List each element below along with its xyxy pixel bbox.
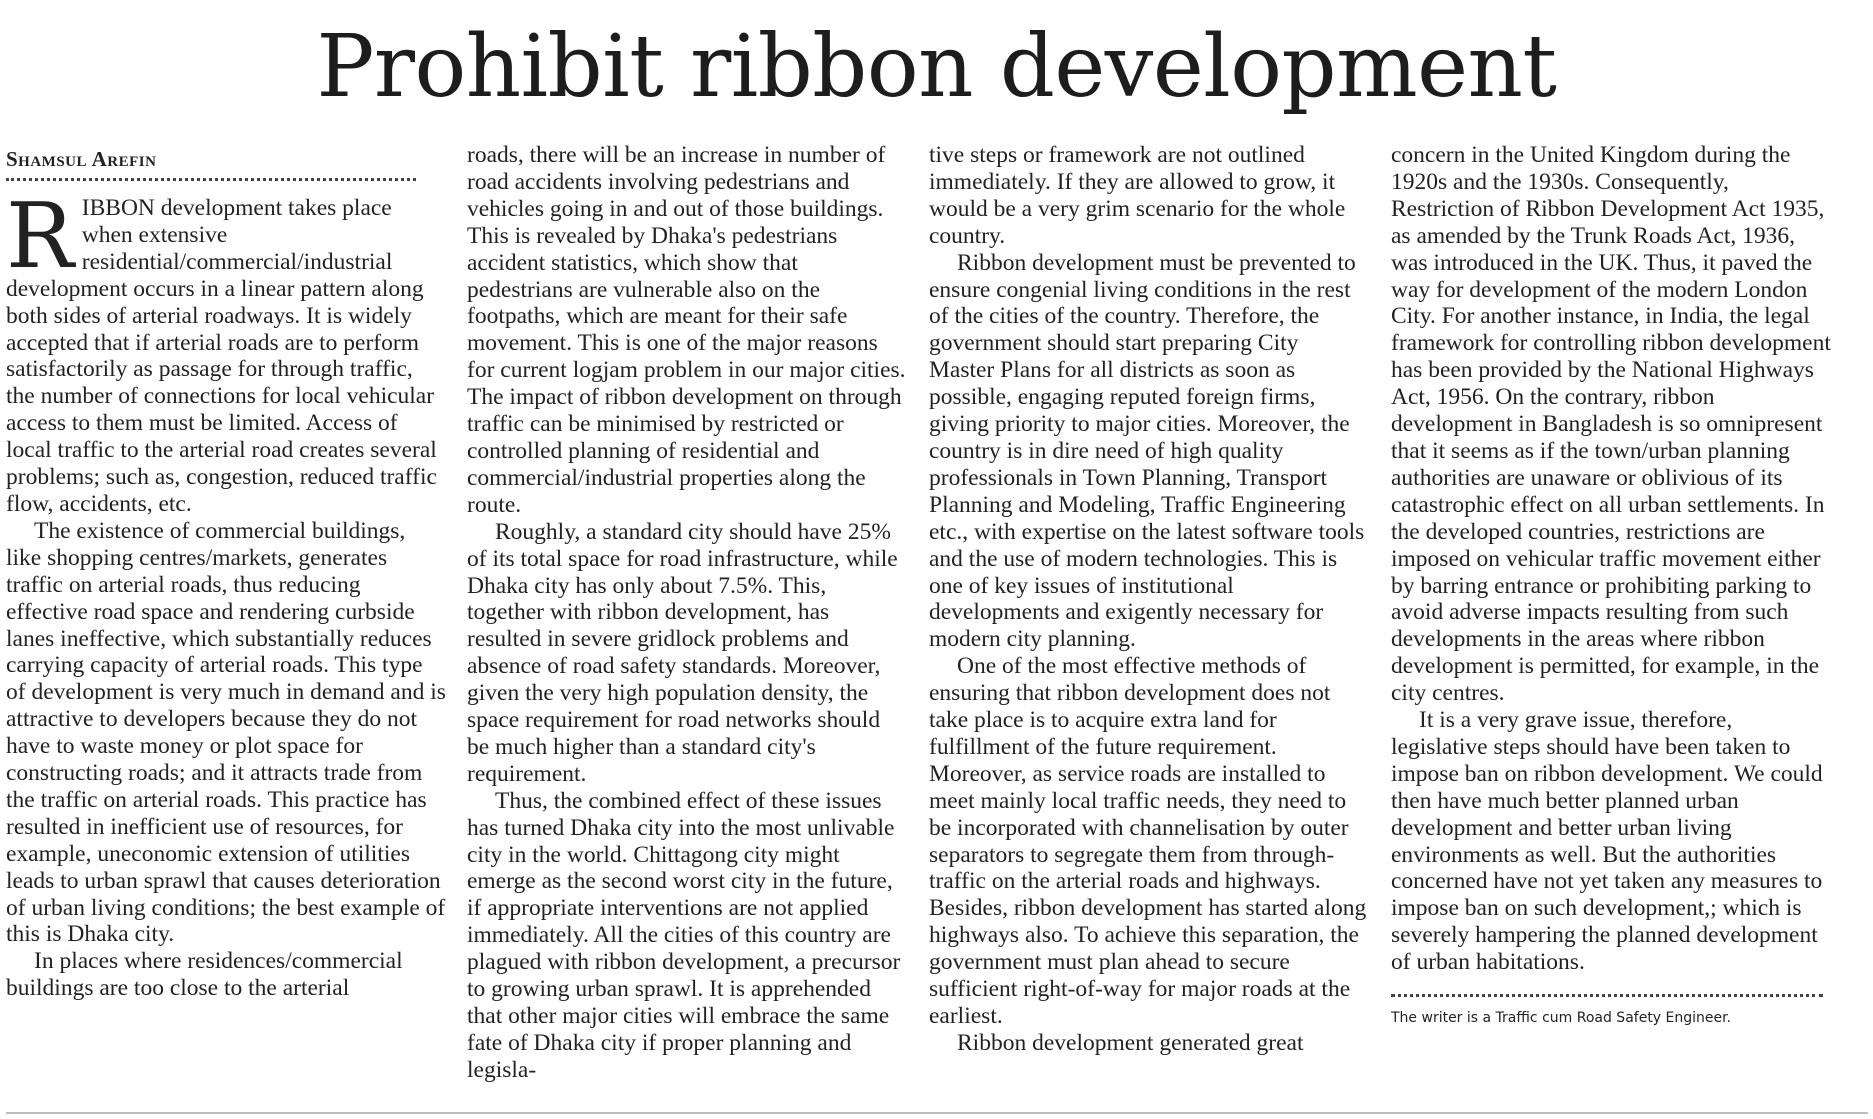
column-4 bbox=[1391, 142, 1831, 1027]
paragraph-9: It is a very grave issue, therefore, legislative steps should have been taken to impose ban on ribbon development. We could then have much better planned urban development and better urban living environments as well. But the authorities concerned have not yet taken any measures to impose ban on such development,; which is severely hampering the planned development of urban habitations. bbox=[1391, 707, 1823, 976]
lead-text: IBBON development takes place when extensive residential/commercial/industrial development occurs in a linear pattern along both sides of arterial roadways. It is widely accepted that if arterial roads are to perform satisfactorily as passage for through traffic, the number of connections for local vehicular access to them must be limited. Access of local traffic to the arterial road creates several problems; such as, congestion, reduced traffic flow, accidents, etc. bbox=[6, 195, 437, 517]
paragraph-7: One of the most effective methods of ensuring that ribbon development does not take place is to acquire extra land for fulfillment of the future requirement. Moreover, as service roads are installed to meet mainly local traffic needs, they need to be incorporated with channelisation by outer separators to segregate them from through-traffic on the arterial roads and highways. Besides, ribbon development has started along highways also. To achieve this separation, the government must plan ahead to secure sufficient right-of-way for major roads at the earliest. bbox=[929, 653, 1367, 1029]
paragraph-8-continued: concern in the United Kingdom during the 1920s and the 1930s. Consequently, Restriction of Ribbon Development Act 1935, as amended by the Trunk Roads Act, 1936, was introduced in the UK. Thus, it paved the way for development of the modern London City. For another instance, in India, the legal framework for controlling ribbon development has been provided by the National Highways Act, 1956. On the contrary, ribbon development in Bangladesh is so omnipresent that it seems as if the town/urban planning authorities are unaware or oblivious of its catastrophic effect on all urban settlements. In the developed countries, restrictions are imposed on vehicular traffic movement either by barring entrance or prohibiting parking to avoid adverse impacts resulting from such developments in the areas where ribbon development is permitted, for example, in the city centres. bbox=[1391, 142, 1831, 707]
column-2 bbox=[467, 142, 907, 1084]
footnote-divider bbox=[1391, 994, 1823, 997]
page-bottom-rule bbox=[6, 1112, 1868, 1114]
paragraph-5-start: Thus, the combined effect of these issues has turned Dhaka city into the most unlivable city in the world. Chittagong city might emerge as the second worst city in the future, if appropriate interventions are not applied immediately. All the cities of this country are plagued with ribbon development, a precursor to growing urban sprawl. It is apprehended that other major cities will embrace the same fate of Dhaka city if proper planning and legisla- bbox=[467, 787, 901, 1083]
lead-paragraph bbox=[6, 184, 446, 518]
author-footnote: The writer is a Traffic cum Road Safety Engineer. bbox=[1391, 1010, 1732, 1027]
paragraph-2: The existence of commercial buildings, like shopping centres/markets, generates traffic on arterial roads, thus reducing effective road space and rendering curbside lanes ineffective, which substantially reduces carrying capacity of arterial roads. This type of development is very much in demand and is attractive to developers because they do not have to waste money or plot space for constructing roads; and it attracts trade from the traffic on arterial roads. This practice has resulted in inefficient use of resources, for example, uneconomic extension of utilities leads to urban sprawl that causes deterioration of urban living conditions; the best example of this is Dhaka city. bbox=[6, 517, 446, 948]
drop-cap: R bbox=[6, 184, 74, 289]
paragraph-8-start: Ribbon development generated great bbox=[957, 1029, 1304, 1056]
paragraph-6: Ribbon development must be prevented to ensure congenial living conditions in the rest of the cities of the country. Therefore, the government should start preparing City Master Plans for all districts as soon as possible, engaging reputed foreign firms, giving priority to major cities. Moreover, the country is in dire need of high quality professionals in Town Planning, Transport Planning and Modeling, Traffic Engineering etc., with expertise on the latest software tools and the use of modern technologies. This is one of key issues of institutional developments and exigently necessary for modern city planning. bbox=[929, 249, 1365, 653]
paragraph-4: Roughly, a standard city should have 25% of its total space for road infrastructure, while Dhaka city has only about 7.5%. This, together with ribbon development, has resulted in severe gridlock problems and absence of road safety standards. Moreover, given the very high population density, the space requirement for road networks should be much higher than a standard city's requirement. bbox=[467, 518, 898, 787]
paragraph-5-continued: tive steps or framework are not outlined immediately. If they are allowed to grow, it would be a very grim scenario for the whole country. bbox=[929, 142, 1346, 249]
byline: Shamsul Arefin bbox=[6, 147, 157, 171]
paragraph-3-continued: roads, there will be an increase in number of road accidents involving pedestrians and vehicles going in and out of those buildings. This is revealed by Dhaka's pedestrians accident statistics, which show that pedestrians are vulnerable also on the footpaths, which are meant for their safe movement. This is one of the major reasons for current logjam problem in our major cities. The impact of ribbon development on through traffic can be minimised by restricted or controlled planning of residential and commercial/industrial properties along the route. bbox=[467, 142, 906, 518]
column-3 bbox=[929, 142, 1369, 1057]
byline-divider bbox=[6, 178, 416, 181]
paragraph-3-start: In places where residences/commercial buildings are too close to the arterial bbox=[6, 948, 403, 1002]
headline: Prohibit ribbon development bbox=[316, 17, 1557, 117]
column-1 bbox=[6, 142, 446, 1002]
